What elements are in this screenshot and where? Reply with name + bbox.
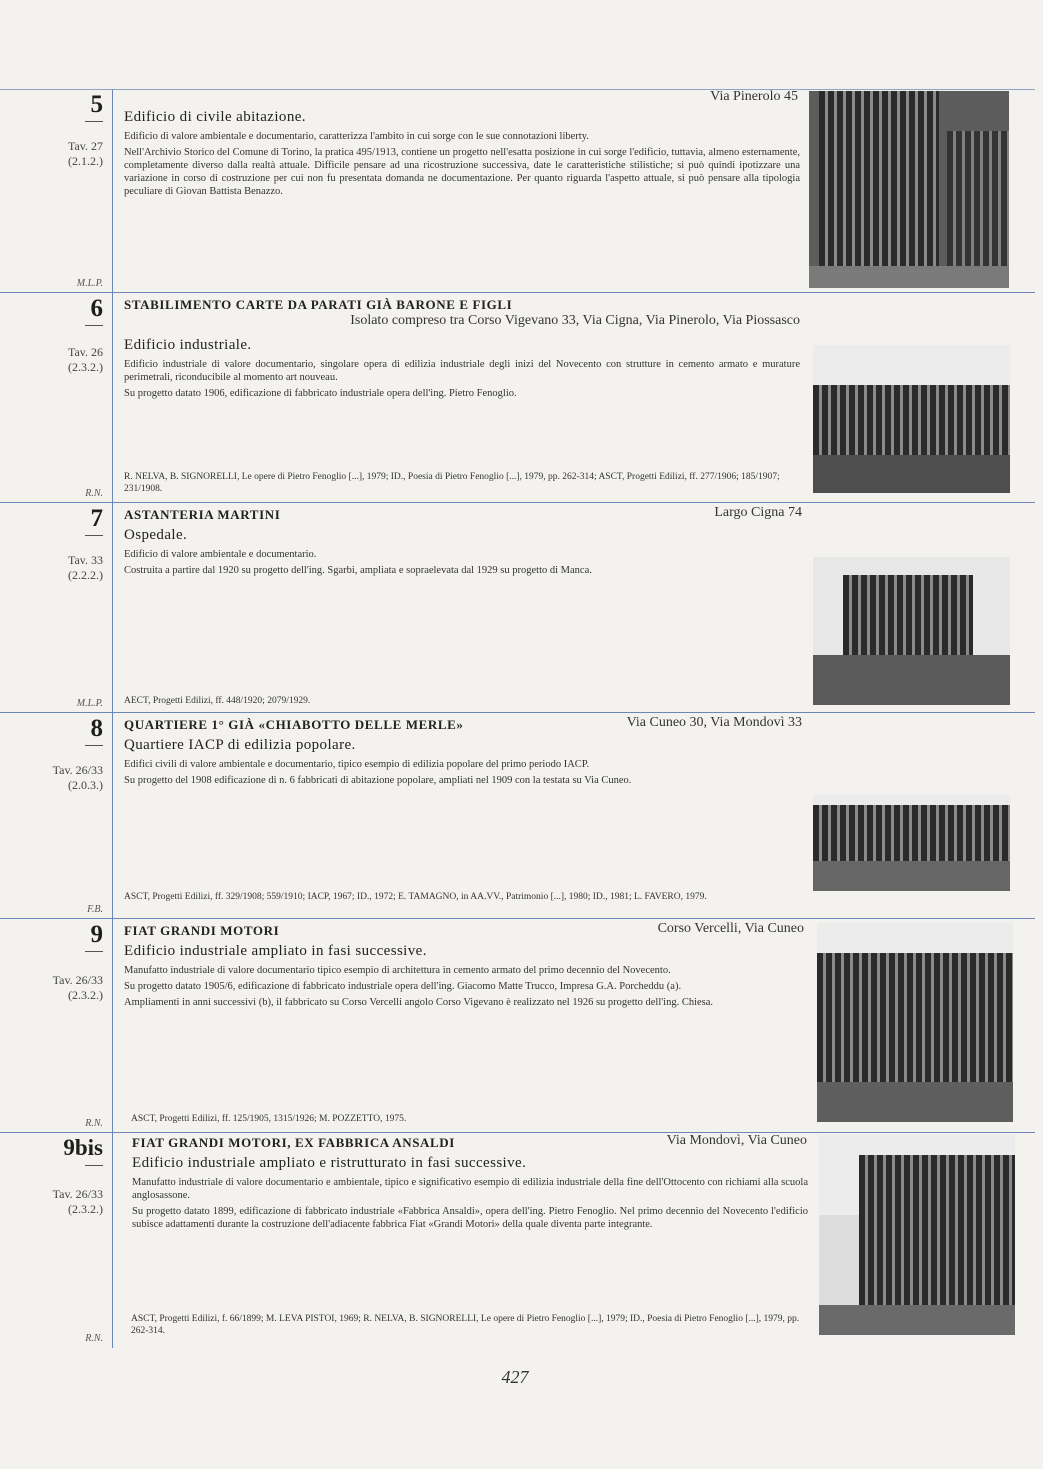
entry-address: Corso Vercelli, Via Cuneo	[657, 921, 804, 936]
entry-9bis	[0, 1133, 1043, 1348]
entry-sources: ASCT, Progetti Edilizi, ff. 125/1905, 1315/1926; M. POZZETTO, 1975.	[131, 1114, 407, 1124]
factory-building-photo	[817, 923, 1013, 1122]
hospital-building-photo	[813, 557, 1010, 705]
author-initials: R.N.	[85, 1118, 103, 1129]
entry-sources: R. NELVA, B. SIGNORELLI, Le opere di Pietro Fenoglio [...], 1979; ID., Poesia di Pietro Fenoglio [...], 1979, pp. 262-314; ASCT, Progetti Edilizi, ff. 277/1906; 185/1907; 231/1908.	[124, 472, 780, 494]
entry-7	[0, 503, 1043, 713]
entry-address: Via Cuneo 30, Via Mondovì 33	[626, 715, 802, 730]
entry-8	[0, 713, 1043, 919]
entry-address: Largo Cigna 74	[714, 505, 802, 520]
author-initials: F.B.	[87, 904, 103, 915]
entry-content	[132, 1135, 572, 1151]
author-initials: M.L.P.	[76, 278, 103, 289]
entry-type: Edificio industriale.	[124, 337, 252, 353]
entry-content	[124, 297, 814, 313]
entry-name: ASTANTERIA MARTINI	[124, 507, 281, 522]
entry-name: STABILIMENTO CARTE DA PARATI GIÀ BARONE E FIGLI	[124, 297, 513, 312]
entry-type: Ospedale.	[124, 527, 188, 543]
entry-content	[124, 923, 564, 939]
entry-type: Edificio di civile abitazione.	[124, 109, 306, 125]
tav-reference: Tav. 26/33 (2.0.3.)	[52, 763, 103, 792]
entry-sources: ASCT, Progetti Edilizi, ff. 329/1908; 559/1910; IACP, 1967; ID., 1972; E. TAMAGNO, in AA.VV., Patrimonio [...], 1980; ID., 1981; L. FAVERO, 1979.	[124, 892, 707, 902]
number-underline	[85, 951, 103, 952]
entry-content	[124, 109, 800, 201]
entry-type: Quartiere IACP di edilizia popolare.	[124, 737, 356, 753]
number-underline	[85, 745, 103, 746]
number-underline	[85, 535, 103, 536]
entry-address: Isolato compreso tra Corso Vigevano 33, Via Cigna, Via Pinerolo, Via Piossasco	[350, 313, 800, 328]
tav-reference: Tav. 26 (2.3.2.)	[67, 345, 103, 374]
number-underline	[85, 121, 103, 122]
entry-name: QUARTIERE 1° GIÀ «CHIABOTTO DELLE MERLE»	[124, 717, 464, 732]
entry-number: 7	[90, 505, 103, 532]
tav-reference: Tav. 33 (2.2.2.)	[67, 553, 103, 582]
entry-body	[124, 943, 806, 1012]
tav-reference: Tav. 26/33 (2.3.2.)	[52, 973, 103, 1002]
entry-description: Manufatto industriale di valore documentario e ambientale, tipico e significativo esempio di edilizia industriale della fine dell'Ottocento con richiami alla scuola anglosassone. Su progetto datato 1899, edificazione di fabbricato industriale «Fabbrica Ansaldi», opera dell'ing. Pietro Fenoglio. Nel primo decennio del Novecento l'edificio subisce adattamenti durante la costruzione dell'adiacente fabbrica Fiat «Grandi Motori» della quale diventa parte integrante.	[132, 1177, 808, 1230]
entry-description: Edificio industriale di valore documentario, singolare opera di edilizia industriale degli inizi del Novecento con strutture in cemento armato e murature perimetrali, riconducibile al momento art nouveau. Su progetto datato 1906, edificazione di fabbricato industriale opera dell'ing. Pietro Fenoglio.	[124, 359, 800, 399]
entry-body	[132, 1155, 808, 1234]
entry-body	[124, 337, 800, 403]
entry-number: 9	[90, 921, 103, 948]
entry-address: Via Pinerolo 45	[710, 89, 798, 104]
entry-number: 9bis	[63, 1135, 103, 1160]
industrial-building-photo	[813, 345, 1010, 493]
entry-content	[124, 717, 564, 733]
entry-body	[124, 737, 800, 790]
entry-description: Edificio di valore ambientale e documentario. Costruita a partire dal 1920 su progetto dell'ing. Sgarbi, ampliata e sopraelevata dal 1929 su progetto di Manca.	[124, 549, 592, 576]
tav-reference: Tav. 26/33 (2.3.2.)	[52, 1187, 103, 1216]
entry-number: 6	[90, 295, 103, 322]
tav-reference: Tav. 27 (2.1.2.)	[67, 139, 103, 168]
entry-type: Edificio industriale ampliato in fasi successive.	[124, 943, 427, 959]
author-initials: M.L.P.	[76, 698, 103, 709]
building-facade-photo	[809, 91, 1009, 288]
entry-sources: ASCT, Progetti Edilizi, f. 66/1899; M. LEVA PISTOI, 1969; R. NELVA, B. SIGNORELLI, Le opere di Pietro Fenoglio [...], 1979; ID., Poesia di Pietro Fenoglio [...], 1979, pp. 262-314.	[131, 1314, 800, 1336]
entry-5	[0, 89, 1043, 293]
entry-address: Via Mondovì, Via Cuneo	[666, 1133, 807, 1148]
number-underline	[85, 1165, 103, 1166]
entry-description: Manufatto industriale di valore documentario tipico esempio di architettura in cemento armato del primo decennio del Novecento. Su progetto datato 1905/6, edificazione di fabbricato industriale opera dell'ing. Giacomo Matte Trucco, Impresa G.A. Porcheddu (a). Ampliamenti in anni successivi (b), il fabbricato su Corso Vercelli angolo Corso Vigevano è realizzato nel 1926 su progetto dell'ing. Chiesa.	[124, 965, 714, 1008]
sawtooth-factory-photo	[819, 1135, 1015, 1335]
entry-number: 5	[90, 91, 103, 118]
entry-number: 8	[90, 715, 103, 742]
entry-name: FIAT GRANDI MOTORI, EX FABBRICA ANSALDI	[132, 1135, 455, 1150]
entry-name: FIAT GRANDI MOTORI	[124, 923, 280, 938]
entry-6	[0, 293, 1043, 503]
author-initials: R.N.	[85, 1333, 103, 1344]
entry-9	[0, 919, 1043, 1133]
entry-type: Edificio industriale ampliato e ristrutturato in fasi successive.	[132, 1155, 527, 1171]
housing-block-photo	[813, 795, 1010, 891]
number-underline	[85, 325, 103, 326]
entry-description: Edifici civili di valore ambientale e documentario, tipico esempio di edilizia popolare del primo periodo IACP. Su progetto del 1908 edificazione di n. 6 fabbricati di abitazione popolare, ampliati nel 1909 con la testata su Via Cuneo.	[124, 759, 632, 786]
entry-sources: AECT, Progetti Edilizi, ff. 448/1920; 2079/1929.	[124, 696, 311, 706]
page-number: 427	[501, 1367, 529, 1387]
author-initials: R.N.	[85, 488, 103, 499]
entry-description: Edificio di valore ambientale e documentario, caratterizza l'ambito in cui sorge con le sue connotazioni liberty. Nell'Archivio Storico del Comune di Torino, la pratica 495/1913, contiene un progetto nell'esatta posizione in cui sorge l'edificio, tuttavia, almeno esternamente, completamente diverso dalla realtà attuale. Difficile pensare ad una ricostruzione successiva, date le caratteristiche stilistiche; si può quindi ipotizzare una variazione in corso di costruzione per cui non fu presentata domanda ne documentazione. Per quanto riguarda l'aspetto attuale, si può pensare alla tipologia peculiare di Giovan Battista Benazzo.	[124, 131, 800, 197]
entry-body	[124, 527, 800, 580]
